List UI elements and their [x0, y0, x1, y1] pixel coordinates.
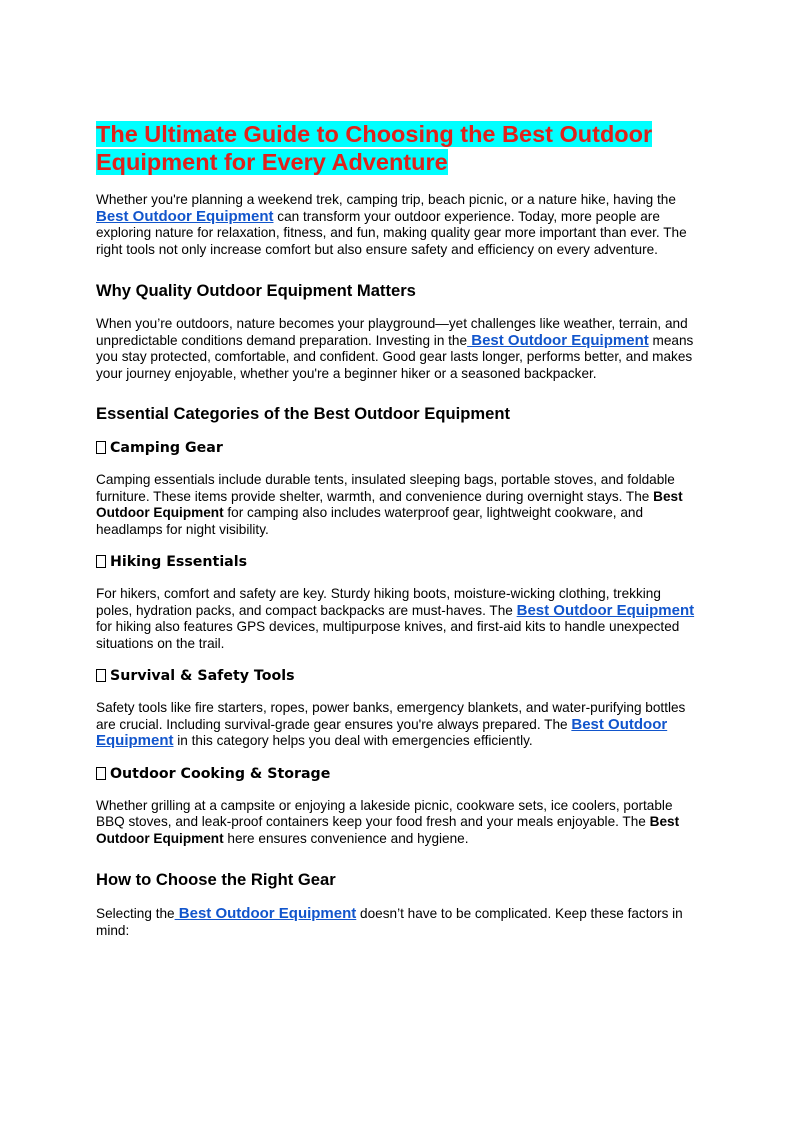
camping-text-before: Camping essentials include durable tents, insulated sleeping bags, portable stoves, and foldable furniture. These items provide shelter, warmth, and convenience during overnight stays. The [96, 472, 675, 504]
camping-paragraph [96, 472, 698, 538]
survival-subheading [96, 667, 698, 685]
hiking-glyph-icon [96, 555, 106, 568]
camping-subheading [96, 439, 698, 457]
survival-paragraph [96, 700, 698, 750]
choose-text-before: Selecting the [96, 906, 175, 921]
cooking-text-after: here ensures convenience and hygiene. [223, 830, 469, 846]
camping-subheading-label: Camping Gear [110, 440, 223, 456]
cooking-glyph-icon [96, 767, 106, 780]
cooking-subheading-label: Outdoor Cooking & Storage [110, 765, 331, 782]
why-heading: Why Quality Outdoor Equipment Matters [96, 281, 416, 300]
cooking-keyword-bold: Best Outdoor Equipment [96, 814, 680, 846]
hiking-subheading-label: Hiking Essentials [110, 554, 248, 570]
survival-text-before: Safety tools like fire starters, ropes, power banks, emergency blankets, and water-purifying bottles are crucial. Including survival-grade gear ensures you're always prepared. The [96, 700, 686, 732]
choose-heading: How to Choose the Right Gear [96, 870, 336, 889]
camping-text-after: for camping also includes waterproof gear, lightweight cookware, and headlamps for night visibility. [96, 505, 643, 537]
hiking-text-after: for hiking also features GPS devices, multipurpose knives, and first-aid kits to handle unexpected situations on the trail. [96, 619, 680, 651]
camping-glyph-icon [96, 441, 106, 454]
hiking-subheading [96, 553, 698, 571]
intro-keyword-link[interactable]: Best Outdoor Equipment [96, 207, 274, 225]
camping-keyword-bold: Best Outdoor Equipment [96, 488, 683, 520]
cooking-text-before: Whether grilling at a campsite or enjoying a lakeside picnic, cookware sets, ice coolers, portable BBQ stoves, and leak-proof containers keep your food fresh and your meals enjoyable. The [96, 797, 673, 829]
cooking-paragraph [96, 798, 698, 848]
intro-text-after: can transform your outdoor experience. Today, more people are exploring nature for relaxation, fitness, and fun, making quality gear more important than ever. The right tools not only increase comfort but also ensure safety and efficiency on every adventure. [96, 208, 687, 257]
intro-paragraph [96, 192, 698, 258]
categories-heading: Essential Categories of the Best Outdoor Equipment [96, 404, 510, 423]
hiking-text-before: For hikers, comfort and safety are key. Sturdy hiking boots, moisture-wicking clothing, trekking poles, hydration packs, and compact backpacks are must-haves. The [96, 586, 661, 618]
choose-text-after: doesn’t have to be complicated. Keep these factors in mind: [96, 906, 683, 938]
title-highlight: The Ultimate Guide to Choosing the Best Outdoor Equipment for Every Adventure [96, 121, 653, 175]
survival-text-after: in this category helps you deal with emergencies efficiently. [173, 733, 533, 748]
choose-paragraph [96, 906, 698, 939]
hiking-keyword-link[interactable]: Best Outdoor Equipment [516, 601, 695, 619]
survival-subheading-label: Survival & Safety Tools [110, 668, 295, 684]
survival-glyph-icon [96, 669, 106, 682]
why-paragraph [96, 316, 698, 382]
document-body [96, 120, 698, 939]
why-text-after: means you stay protected, comfortable, and confident. Good gear lasts longer, performs better, and makes your journey enjoyable, whether you're a beginner hiker or a seasoned backpacker. [96, 332, 694, 381]
why-keyword-link[interactable]: Best Outdoor Equipment [467, 331, 649, 349]
hiking-paragraph [96, 586, 698, 652]
why-text-before: When you’re outdoors, nature becomes your playground—yet challenges like weather, terrain, and unpredictable conditions demand preparation. Investing in the [96, 316, 688, 348]
intro-text-before: Whether you're planning a weekend trek, camping trip, beach picnic, or a nature hike, having the [96, 192, 676, 207]
survival-keyword-link[interactable]: Best Outdoor Equipment [96, 715, 668, 749]
cooking-subheading [96, 765, 698, 783]
choose-keyword-link[interactable]: Best Outdoor Equipment [174, 905, 357, 922]
page-title [96, 120, 698, 176]
